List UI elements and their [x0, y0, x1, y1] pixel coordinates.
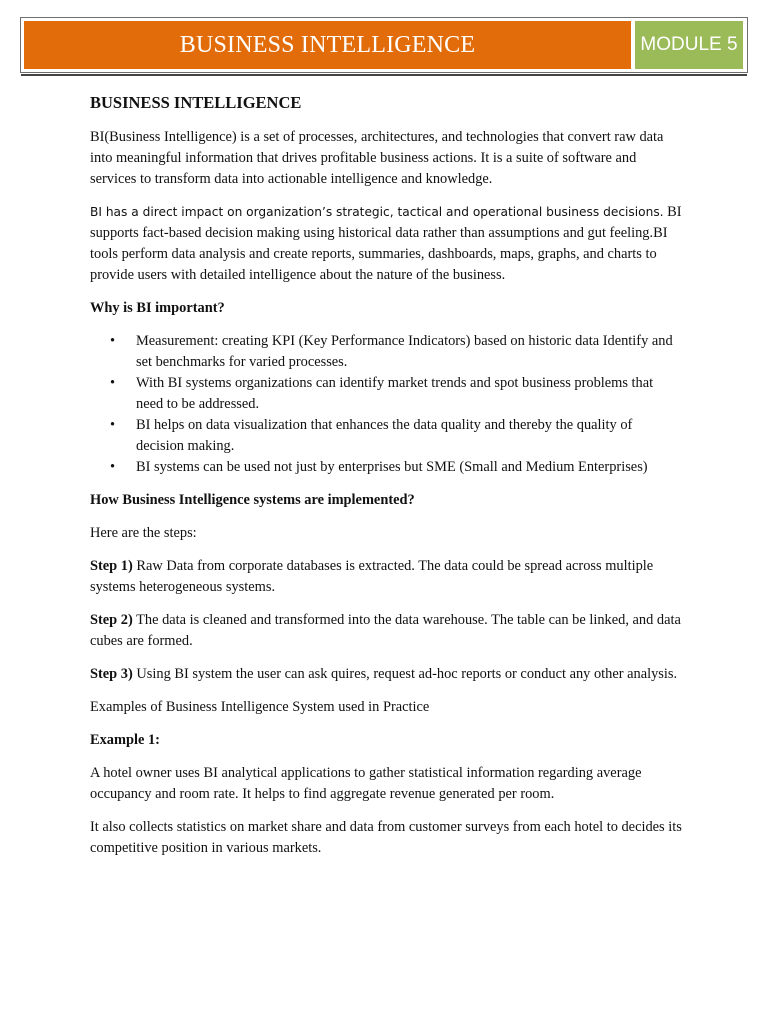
header-title: BUSINESS INTELLIGENCE	[24, 21, 631, 69]
examples-intro: Examples of Business Intelligence System used in Practice	[90, 699, 430, 715]
steps-intro: Here are the steps:	[90, 525, 197, 541]
step-text: Using BI system the user can ask quires, request ad-hoc reports or conduct any other analysis.	[132, 666, 678, 682]
step-1	[90, 556, 682, 598]
step-text: The data is cleaned and transformed into the data warehouse. The table can be linked, and data cubes are formed.	[90, 612, 681, 649]
step-label: Step 3)	[90, 666, 133, 682]
impact-rest: BI supports fact-based decision making using historical data rather than assumptions and gut feeling.BI tools perform data analysis and create reports, summaries, dashboards, maps, graphs, and charts to provide users with detailed intelligence about the nature of the business.	[90, 204, 682, 283]
section-heading: BUSINESS INTELLIGENCE	[90, 93, 302, 112]
how-heading: How Business Intelligence systems are implemented?	[90, 492, 415, 508]
list-item: • BI systems can be used not just by enterprises but SME (Small and Medium Enterprises)	[90, 457, 682, 478]
list-item: • BI helps on data visualization that enhances the data quality and thereby the quality of decision making.	[90, 415, 682, 457]
intro-paragraph: BI(Business Intelligence) is a set of processes, architectures, and technologies that convert raw data into meaningful information that drives profitable business actions. It is a suite of software and services to transform data into actionable intelligence and knowledge.	[90, 129, 664, 187]
page-header	[20, 17, 748, 73]
step-3	[90, 664, 682, 685]
step-label: Step 2)	[90, 612, 133, 628]
example-1-paragraph-2: It also collects statistics on market share and data from customer surveys from each hotel to decides its competitive position in various markets.	[90, 819, 682, 856]
list-item: • Measurement: creating KPI (Key Performance Indicators) based on historic data Identify and set benchmarks for varied processes.	[90, 331, 682, 373]
step-text: Raw Data from corporate databases is extracted. The data could be spread across multiple systems heterogeneous systems.	[90, 558, 654, 595]
step-2	[90, 610, 682, 652]
why-heading: Why is BI important?	[90, 300, 225, 316]
document-body	[90, 92, 682, 871]
module-badge: MODULE 5	[635, 21, 743, 69]
example-1-paragraph-1: A hotel owner uses BI analytical applications to gather statistical information regarding average occupancy and room rate. It helps to find aggregate revenue generated per room.	[90, 765, 642, 802]
impact-paragraph	[90, 202, 682, 286]
importance-list	[90, 331, 682, 478]
list-item: • With BI systems organizations can identify market trends and spot business problems that need to be addressed.	[90, 373, 682, 415]
example-1-heading: Example 1:	[90, 732, 160, 748]
header-rule	[21, 74, 747, 76]
step-label: Step 1)	[90, 558, 133, 574]
impact-lead: BI has a direct impact on organization’s strategic, tactical and operational business decisions.	[90, 205, 664, 219]
